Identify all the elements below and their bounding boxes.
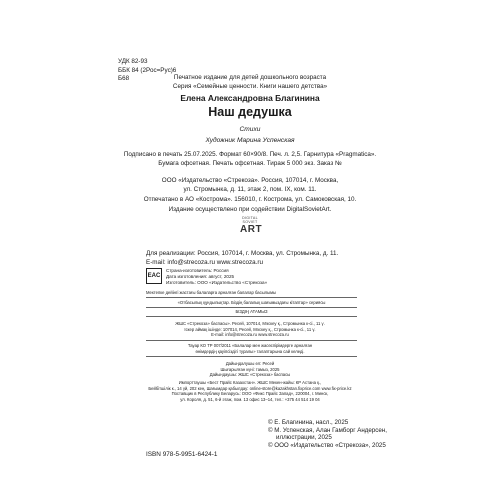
kz-series: «Отбасылық құндылықтар. Біздің балалық шағымыздағы кітаптар» сериясы bbox=[177, 300, 326, 305]
logo-text-soviet: SOVIET bbox=[242, 220, 258, 224]
belarus-supplier-line-1: Поставщик в Республику Беларусь: ООО «Фикс Прайс Запад», 220004, г. Минск, bbox=[171, 391, 329, 397]
copyright-illustrators-note: иллюстрации, 2025 bbox=[276, 434, 332, 442]
publisher-address bbox=[0, 177, 500, 194]
kz-publisher-line: ЖШС «Стрекоза» баспасы». Ресей, 107014, Мәскеу қ., Стромынка к-сі., 11 ү. bbox=[175, 321, 325, 326]
isbn-number: ISBN 978-5-9951-6424-1 bbox=[146, 451, 218, 458]
printing-house: Отпечатано в АО «Кострома». 156010, г. Кострома, ул. Самоковская, 10. bbox=[143, 196, 357, 203]
license-note: Издание осуществлено при содействии DigitalSovietArt. bbox=[168, 206, 332, 213]
copyright-block bbox=[268, 419, 387, 449]
importer-line-1: Импорттаушы «Бест Прайс Казахстан». ЖШС Мекен-жайы: КР Астана қ., bbox=[178, 380, 322, 385]
kz-date-line: Шығарылған күні: тамыз, 2025 bbox=[220, 366, 280, 372]
kz-compliance-line-2: өнімдердің қауіпсіздігі туралы» талаптарына сай келеді. bbox=[195, 348, 305, 354]
print-details-line-2: Бумага офсетная. Печать офсетная. Тираж 5 000 экз. Заказ № bbox=[158, 159, 342, 167]
copyright-author: © Е. Благинина, насл., 2025 bbox=[268, 419, 349, 426]
print-details bbox=[0, 151, 500, 168]
divider bbox=[146, 307, 357, 308]
print-details-line-1: Подписано в печать 25.07.2025. Формат 60×90/8. Печ. л. 2,5. Гарнитура «Pragmatica». bbox=[123, 151, 377, 158]
book-title: Наш дедушка bbox=[208, 105, 292, 119]
divider bbox=[146, 297, 357, 298]
importer-block bbox=[0, 380, 500, 402]
publisher-line-2: ул. Стромынка, д. 11, этаж 2, пом. IX, ком. 11. bbox=[183, 185, 317, 193]
illustrator-credit: Художник Марина Успенская bbox=[205, 137, 295, 144]
kz-compliance-block bbox=[0, 343, 500, 354]
udk-code: УДК 82-93 bbox=[118, 58, 148, 65]
series-info bbox=[0, 74, 500, 91]
copyright-publisher: © ООО «Издательство «Стрекоза», 2025 bbox=[268, 441, 386, 449]
author-mark: Б68 bbox=[118, 75, 130, 83]
kz-country-line: Дайындалушы ел: Ресей bbox=[225, 361, 275, 366]
genre-label: Стихи bbox=[239, 126, 261, 133]
kz-maker-line: Дайындаушы: ЖШС «Стрекоза» баспасы bbox=[209, 372, 291, 378]
kz-contacts-line: E-mail: info@strecoza.ru www.strecoza.ru bbox=[211, 332, 289, 338]
kz-business-line: Іскер аймақ ішінде: 107014, Ресей, Мәскеу қ., Стромынка к-сі., 11 ү. bbox=[184, 326, 316, 332]
manufacturer-name: Изготовитель: ООО «Издательство «Стрекоза» bbox=[166, 280, 268, 286]
manufacturer-date: Дата изготовления: август, 2025 bbox=[166, 274, 235, 280]
kz-compliance-line-1: Тауар КО ТР 007/2011 «Балалар мен жасөспірімдерге арналған bbox=[187, 343, 313, 348]
bbk-code: ББК 84 (2Рос=Рус)6 bbox=[118, 66, 177, 74]
belarus-supplier-line-2: ул. Короля, д. 51, 6-й этаж, пом. 13 офис 13–14, тел.: +375 44 514 19 04 bbox=[180, 396, 320, 402]
manufacturer-country: Страна-изготовитель: Россия bbox=[166, 268, 229, 273]
divider bbox=[146, 340, 357, 341]
series-name: Серия «Семейные ценности. Книги нашего детства» bbox=[172, 82, 328, 90]
age-note: Печатное издание для детей дошкольного возраста bbox=[173, 74, 327, 81]
kz-manufacture-block bbox=[0, 361, 500, 378]
kz-title: БІЗДІҢ АТАМЫЗ bbox=[235, 309, 268, 314]
eac-certification-mark: EAC bbox=[146, 268, 162, 284]
author-name: Елена Александровна Благинина bbox=[180, 93, 320, 103]
publisher-line-1: ООО «Издательство «Стрекоза». Россия, 107014, г. Москва, bbox=[161, 177, 339, 184]
importer-line-2: Бейбітшілік к., 14 үй, 202 кең. Шағымдар қабылдау: online-store@kazakhstan.fixprice.com www.fix-price.kz bbox=[148, 385, 352, 391]
divider bbox=[146, 316, 357, 317]
kz-publisher-block bbox=[0, 321, 500, 338]
logo-text-digital: DIGITAL bbox=[242, 216, 258, 220]
copyright-illustrators: © М. Успенская, Алан Гамборг Андерсен, bbox=[268, 426, 387, 434]
kz-age-note: Мектепке дейінгі жастағы балаларға арналған балалар басылымы bbox=[146, 290, 277, 295]
logo-text-art: ART bbox=[240, 224, 263, 235]
sale-address: Для реализации: Россия, 107014, г. Москва, ул. Стромынка, д. 11. bbox=[146, 250, 339, 257]
sale-contacts: E-mail: info@strecoza.ru www.strecoza.ru bbox=[146, 258, 263, 266]
digital-soviet-art-logo bbox=[240, 216, 263, 240]
divider bbox=[146, 356, 357, 357]
sale-info bbox=[146, 250, 338, 267]
manufacturer-info bbox=[166, 268, 267, 287]
